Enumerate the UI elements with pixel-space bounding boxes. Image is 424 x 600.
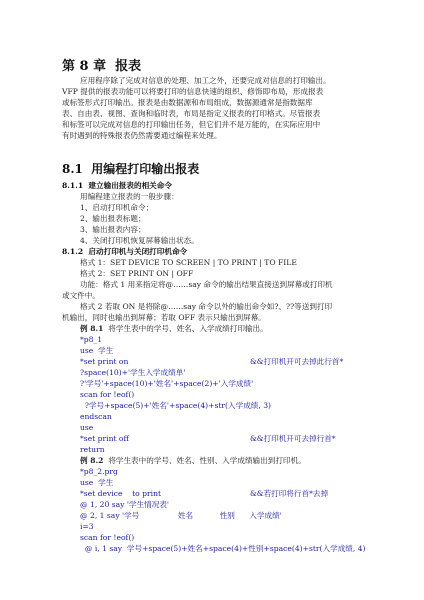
example-text: 将学生表中的学号、姓名、入学成绩打印输出。	[108, 324, 268, 333]
body-line: 机输出，同时也输出到屏幕；若取 OFF 表示只输出到屏幕。	[62, 313, 266, 322]
code-line: *set print on	[80, 357, 129, 366]
intro-line: 或标签形式打印输出。报表是由数据源和布局组成，数据源通常是指数据库	[62, 98, 313, 107]
example-label: 例 8.1	[80, 324, 104, 333]
example-text: 将学生表中的学号、姓名、性别、入学成绩输出到打印机。	[108, 456, 306, 465]
subsection-title: 8.1.2 启动打印机与关闭打印机命令	[62, 247, 188, 256]
code-comment: &&若打印将行首*去掉	[250, 489, 329, 498]
intro-line: 有时遇到的特殊报表仍然需要通过编程来处理。	[62, 131, 222, 140]
code-line: endscan	[80, 412, 112, 421]
body-line: 格式 1：SET DEVICE TO SCREEN | TO PRINT | TO FILE	[80, 258, 297, 267]
subsection-title: 8.1.1 建立输出报表的相关命令	[62, 181, 172, 190]
code-line: @ i, 1 say 学号+space(5)+姓名+space(4)+性别+space(4)+str(入学成绩, 4)	[80, 544, 366, 553]
body-line: 3、输出报表内容；	[80, 225, 146, 234]
body-line: 1、启动打印机命令；	[80, 203, 154, 212]
code-line: *set device to print	[80, 489, 162, 498]
body-line: 格式 2：SET PRINT ON | OFF	[80, 269, 194, 278]
code-line: @ 2, 1 say '学号 姓名 性别 入学成绩'	[80, 511, 282, 520]
code-line: use	[80, 423, 94, 432]
code-line: ?'学号'+space(10)+'姓名'+space(2)+'入学成绩'	[80, 379, 254, 388]
example-1	[80, 324, 268, 334]
code-line: *p8_1	[80, 335, 103, 344]
body-line: 2、输出报表标题；	[80, 214, 146, 223]
code-comment: &&打印机开可去掉此行首*	[250, 357, 344, 366]
code-line: ?space(10)+'学生入学成绩单'	[80, 368, 186, 377]
intro-line: VFP 提供的报表功能可以将要打印的信息快速的组织、修饰即布局，形成报表	[62, 87, 324, 96]
intro-line: 和标签可以完成对信息的打印输出任务，但它们并不是万能的，在实际应用中	[62, 120, 321, 129]
code-line: scan for !eof()	[80, 533, 135, 542]
code-line: *p8_2.prg	[80, 467, 118, 476]
code-line: *set print off	[80, 434, 129, 443]
code-line: return	[80, 445, 105, 454]
body-line: 格式 2 若取 ON 是将除@……say 命令以外的输出命令如?、??等送到打印	[80, 302, 333, 311]
body-line: 功能：格式 1 用来指定将@……say 命令的输出结果直接送到屏幕或打印机	[80, 280, 333, 289]
intro-line: 应用程序除了完成对信息的处理、加工之外，还要完成对信息的打印输出。	[80, 76, 331, 85]
example-2	[80, 456, 306, 466]
code-line: i=3	[80, 522, 94, 531]
section-title: 8.1 用编程打印输出报表	[62, 162, 200, 176]
code-line: use 学生	[80, 478, 114, 487]
code-line: ?学号+space(5)+'姓名'+space(4)+str(入学成绩, 3)	[80, 401, 272, 410]
example-label: 例 8.2	[80, 456, 104, 465]
chapter-title: 第 8 章 报表	[62, 59, 142, 74]
body-line: 或文件中。	[62, 291, 100, 300]
code-comment: &&打印机开可去掉行首*	[250, 434, 336, 443]
body-line: 4、关闭打印机恢复屏幕输出状态。	[80, 236, 199, 245]
intro-line: 表、自由表、视图、查询和临时表，布局是指定义报表的打印格式。尽管报表	[62, 109, 321, 118]
code-line: scan for !eof()	[80, 390, 135, 399]
body-line: 用编程建立报表的一般步骤：	[80, 192, 179, 201]
code-line: use 学生	[80, 346, 114, 355]
code-line: @ 1, 20 say '学生情况表'	[80, 500, 170, 509]
